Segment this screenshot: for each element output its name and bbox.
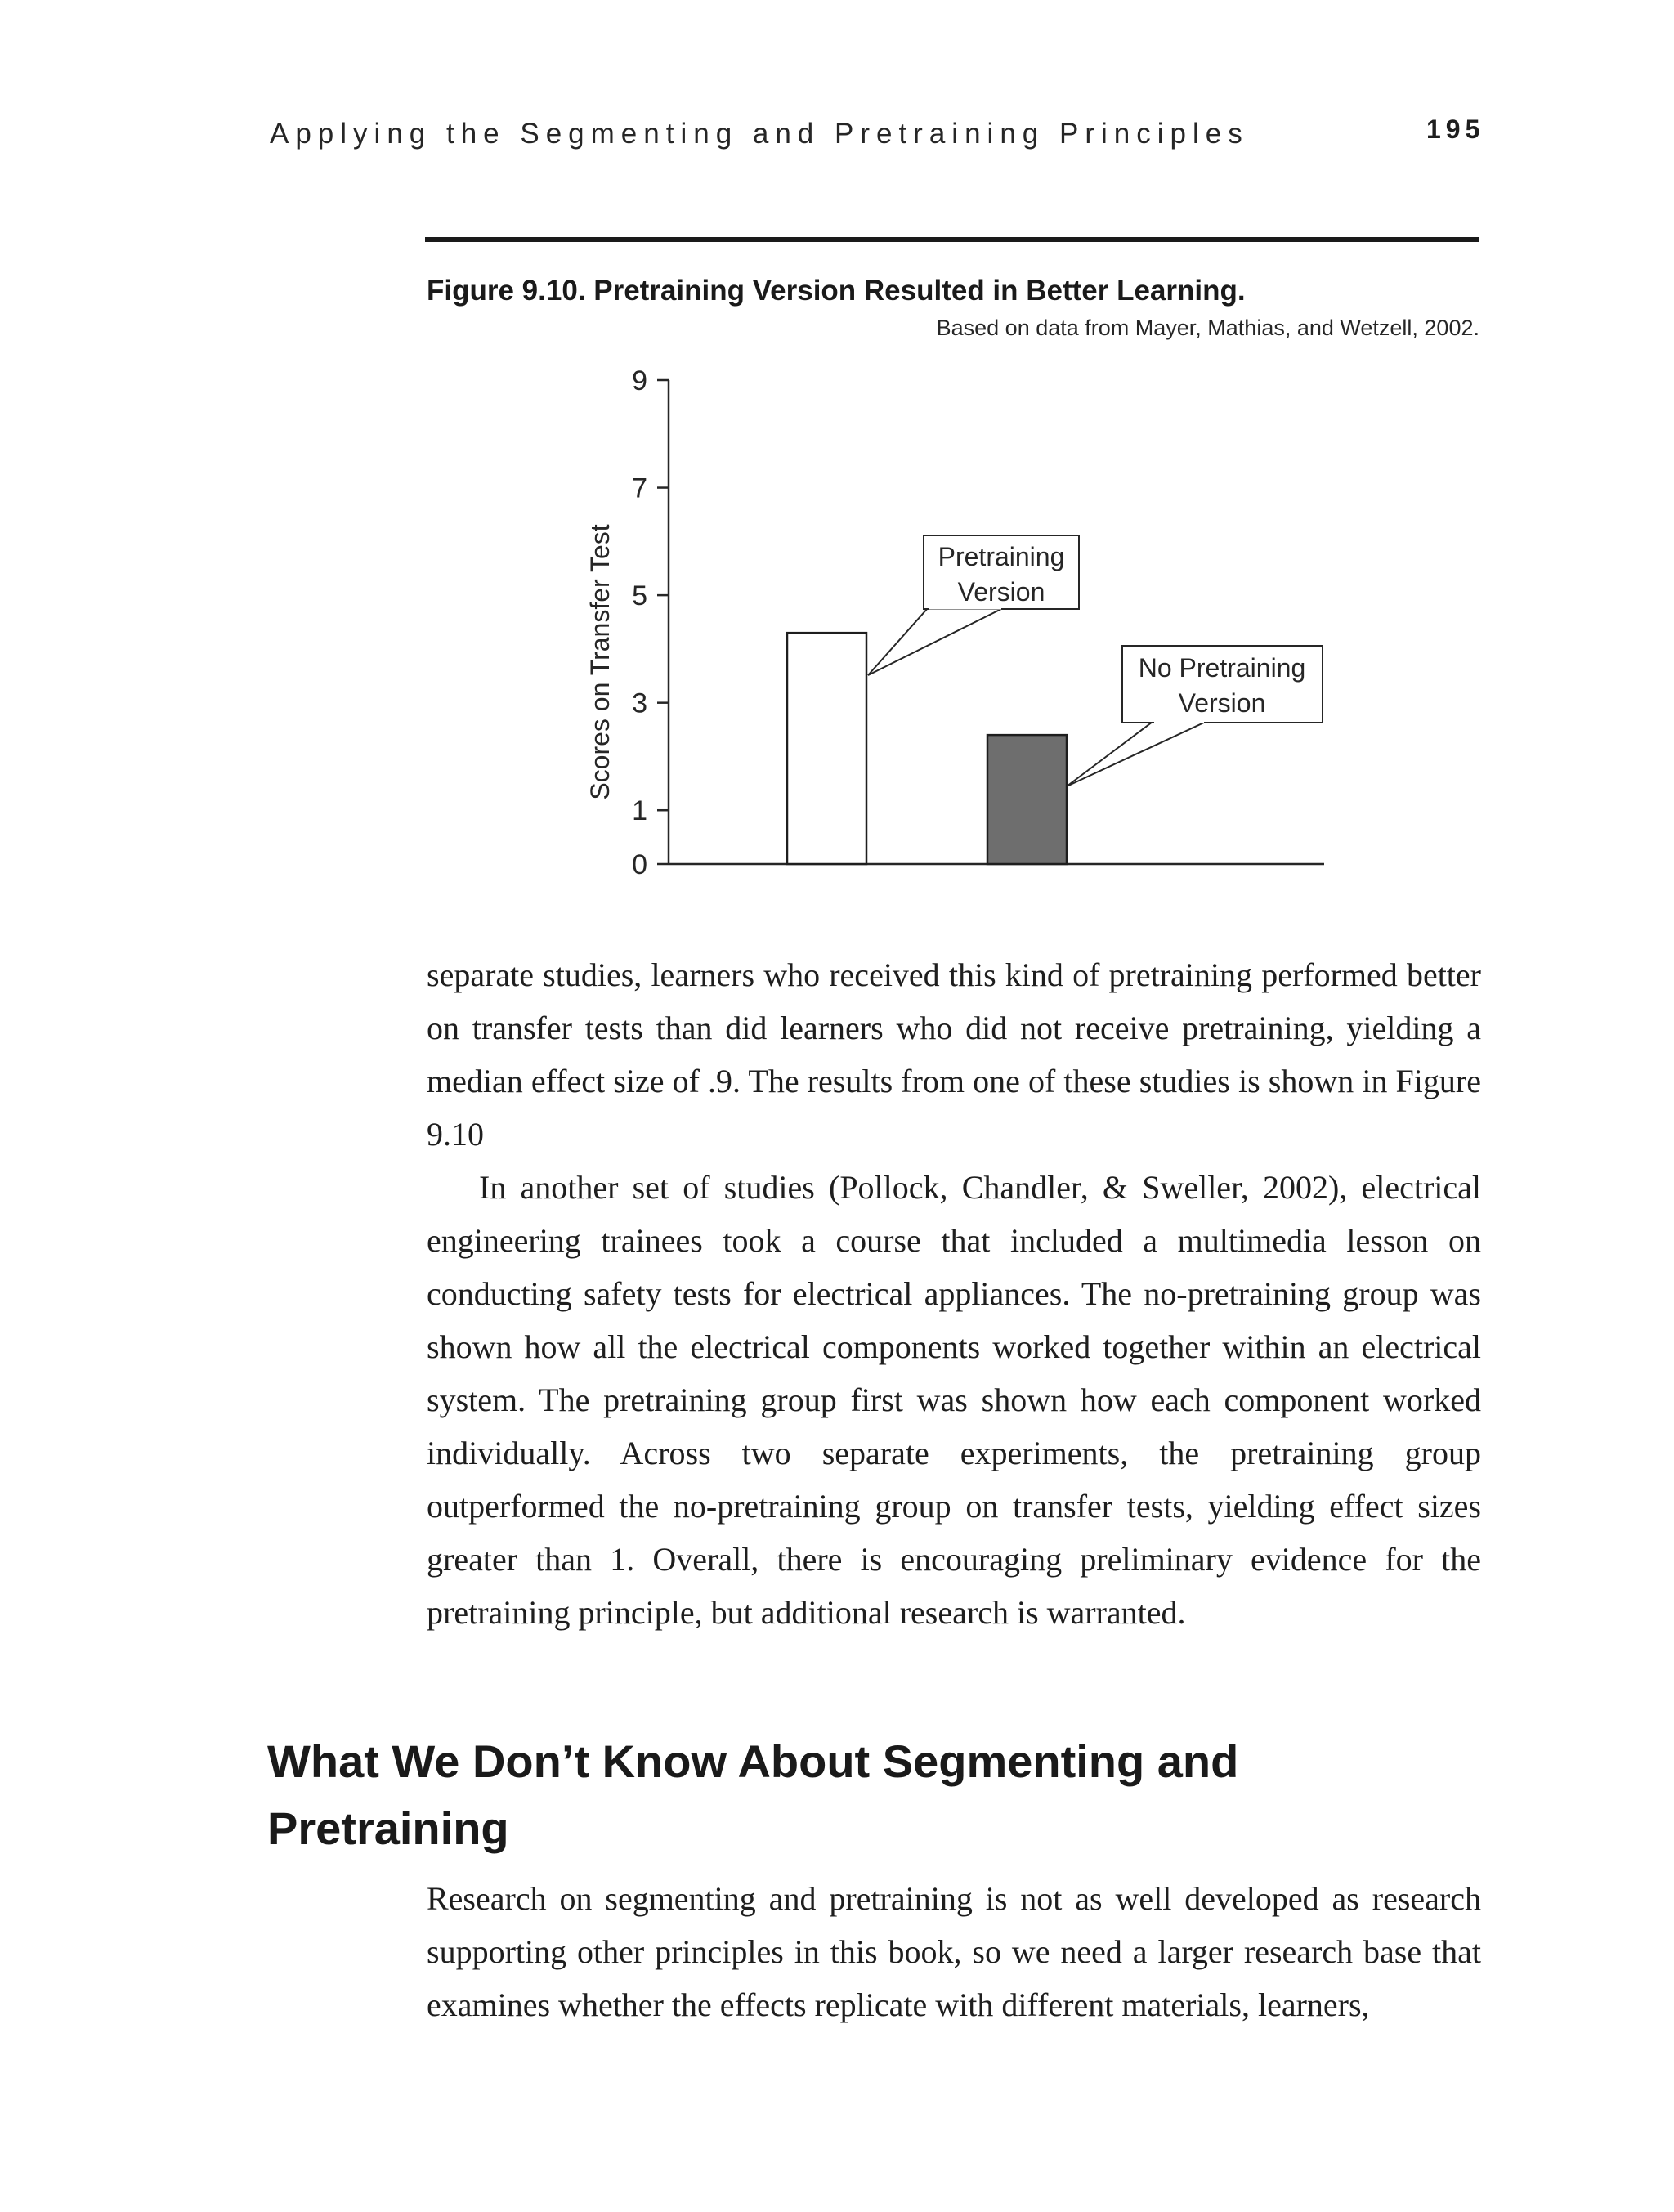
callout-pretraining xyxy=(868,535,1079,675)
figure-source: Based on data from Mayer, Mathias, and Wetzell, 2002. xyxy=(936,316,1479,340)
y-axis-label: Scores on Transfer Test xyxy=(585,524,615,800)
y-tick-label-5: 5 xyxy=(632,580,647,612)
y-tick-label-0: 0 xyxy=(632,849,647,880)
y-tick-label-9: 9 xyxy=(632,365,647,396)
bar-no-pretraining xyxy=(987,735,1067,864)
callout-no-pretraining-line1: No Pretraining xyxy=(1138,653,1306,683)
transfer-test-bar-chart xyxy=(0,0,1674,932)
callout-pretraining-line2: Version xyxy=(957,577,1045,607)
section-heading: What We Don’t Know About Segmenting and Pretraining xyxy=(267,1735,1239,1854)
bar-pretraining xyxy=(787,633,866,864)
body-paragraph-2: In another set of studies (Pollock, Chandler, & Sweller, 2002), electrical engineering trainees took a course that included a multimedia lesson on conducting safety tests for electrical appliances. The no-pretraining group was shown how all the electrical components worked together within an electrical system. The pretraining group first was shown how each component worked individually. Across two separate experiments, the pretraining group outperformed the no-pretraining group on transfer tests, yielding effect sizes greater than 1. Overall, there is encouraging preliminary evidence for the pretraining principle, but additional research is warranted. xyxy=(427,1169,1481,1631)
callout-no-pretraining-line2: Version xyxy=(1178,688,1266,718)
callout-no-pretraining-pointer xyxy=(1067,722,1206,786)
page-number: 195 xyxy=(1426,114,1485,144)
body-paragraph-1: separate studies, learners who received this kind of pretraining performed better on transfer tests than did learners who did not receive pretraining, yielding a median effect size of .9. The results from one of these studies is shown in Figure 9.10 xyxy=(427,956,1481,1153)
section-paragraph-1: Research on segmenting and pretraining is not as well developed as research supporting other principles in this book, so we need a larger research base that examines whether the effects replicate with different materials, learners, xyxy=(427,1880,1481,2023)
callout-pretraining-line1: Pretraining xyxy=(938,542,1065,571)
running-head: Applying the Segmenting and Pretraining Principles xyxy=(270,118,1249,150)
section-body xyxy=(427,1872,1481,2031)
body-text xyxy=(427,948,1481,1639)
y-tick-label-7: 7 xyxy=(632,472,647,504)
callout-no-pretraining xyxy=(1067,646,1323,786)
figure-caption: Figure 9.10. Pretraining Version Resulted in Better Learning. xyxy=(427,275,1246,307)
callout-pretraining-pointer xyxy=(868,608,1003,675)
y-tick-label-1: 1 xyxy=(632,795,647,827)
y-tick-label-3: 3 xyxy=(632,687,647,719)
